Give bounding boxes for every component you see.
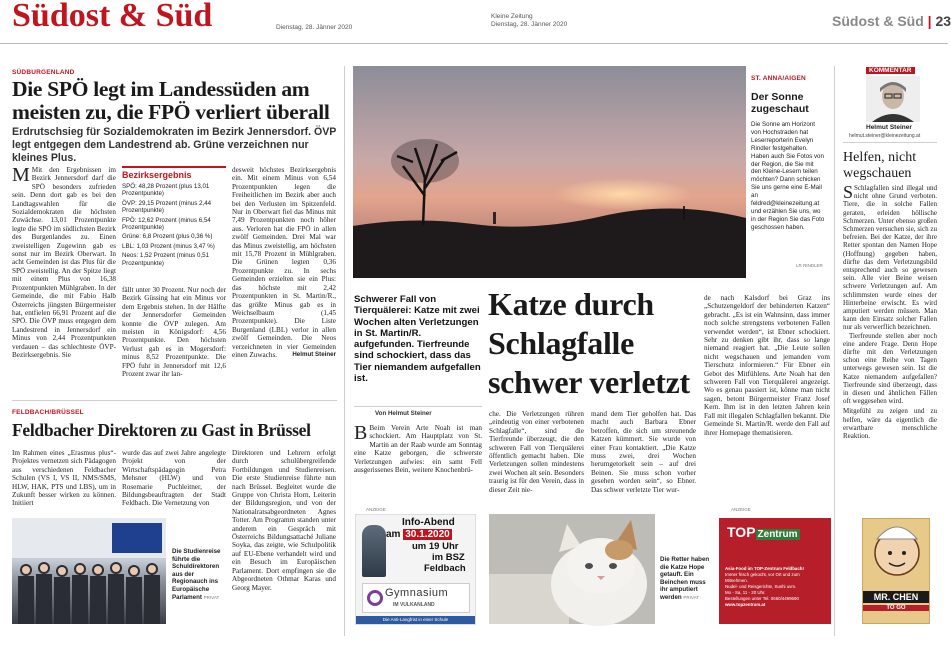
credit-cat: PRIVAT [683, 594, 699, 600]
headline-spoe: Die SPÖ legt im Landessüden am meisten zu, die FPÖ verliert überall [12, 77, 330, 124]
section-title: Südost & Süd [12, 0, 213, 34]
dropcap-s: S [843, 182, 854, 202]
result-line: ÖVP: 29,15 Prozent (minus 2,44 Prozentpunkte) [122, 199, 212, 215]
author-portrait [866, 76, 920, 122]
ad-top-line2: Immer frisch gekocht, vor Ort und zum Mitnehmen. [725, 572, 800, 583]
result-line: Grüne: 6,8 Prozent (plus 0,36 %) [122, 233, 213, 241]
header-date-center: Dienstag, 28. Jänner 2020 [491, 21, 568, 28]
caption-cat [660, 556, 710, 602]
header-section-right-label: Südost & Süd [832, 13, 924, 29]
kommentar-author: Helmut Steiner [866, 124, 912, 131]
author-katze: Von Helmut Steiner [375, 410, 432, 417]
headline-katze: Katze durch Schlagfalle schwer verletzt [488, 286, 690, 400]
spoe-col3 [232, 166, 336, 396]
ad-top-line6: www.topzentrum.at [725, 602, 766, 607]
rule-kommentar [843, 142, 937, 143]
rule-vertical-2 [834, 66, 835, 636]
rule-spoe-bottom [12, 400, 337, 401]
credit-sonne: LR RINDLER [796, 263, 823, 268]
ad-gym-date-prefix: am [386, 529, 401, 540]
ad-top-text [725, 566, 805, 608]
text-sonne: Die Sonne am Horizont von Hochstraden hat Leserreporterin Evelyn Rindler festgehalten. Haben auch Sie Fotos von der Region, die Sie mit den Kleine-Lesern teilen möchten? Dann schicken Sie uns gerne eine E-Mail an feldred@kleinezeitung.at und erzählen Sie uns, wo in der Region Sie das Foto geschossen haben. [751, 121, 825, 231]
label-anzeige-top: ANZEIGE [731, 507, 751, 512]
ad-chen-togo: TO GO [863, 605, 929, 611]
photo-bruessel [12, 518, 166, 624]
group-people-illustration [12, 518, 166, 624]
bruessel-col3: Direktoren und Lehrern erfolgt durch schulübergreifende Fortbildungen und Studienreisen. Die erste Studienreise führte nun nach Brüssel. Begleitet wurde die Gruppe von Christa Horn, Leiterin der Bildungsregion, und von der Nationalratsabgeordneten Agnes Totter. Am Programm standen unter anderem ein Gespräch mit Österreichs Bildungsattaché Juliane Soyka, das zeigte, wie Schulpolitik auf EU-Ebene verhandelt wird und ein Besuch im Europäischen Parlament. Dort empfingen sie die Abgeordneten Othmar Karas und Georg Mayer. [232, 449, 336, 592]
credit-bruessel: PRIVAT [203, 594, 220, 600]
katze-col4: de nach Kalsdorf bei Graz ins „Schutzengeldorf der behinderten Katzen“ gebracht. „Es ist ein Wahnsinn, dass immer noch solche strengstens verbotenen Fallen verwendet werden“, ist Ebner schockiert. Sehr zu denken gibt ihr, dass so lange niemand reagiert hat. „Die Leute sollen nicht wegschauen und jemanden vom Tierschutz informieren.“ Für Ebner ein Gebot des Mitfühlens. Arte Noah hat den schweren Fall von Tierquälerei angezeigt. Wo es genau passiert ist, könne man nicht sagen, betont Bürgermeister Franz Josef Kern. Ihm ist in den letzten Jahren kein Fall mit illegalen Schlagfallen bekannt. Die Gemeinde St. Martin/R. werde den Fall auf ihrer Homepage thematisieren. [704, 294, 830, 437]
headline-sonne: Der Sonne zugeschaut [751, 91, 809, 115]
deck-spoe: Erdrutschsieg für Sozialdemokraten im Bezirk Jennersdorf. ÖVP legt entgegen dem Landestrend ab. Grüne verzeichnen nur kleines Plus. [12, 126, 337, 164]
ad-top-brand: TOP [727, 524, 756, 540]
results-box-title: Bezirksergebnis [122, 170, 192, 180]
ad-chen-name: MR. CHEN [863, 591, 929, 603]
chef-icon [863, 519, 931, 589]
result-line: FPÖ: 12,62 Prozent (minus 6,54 Prozentpunkte) [122, 216, 211, 232]
katze-col1-text: Beim Verein Arte Noah ist man schockiert. Am Hauptplatz von St. Martin an der Raab wurde am Sonntag eine Katze geborgen, die schwerste Verletzungen aufwies: ein samt Fell ausgerissenes Bein, weitere Knochenbrü- [354, 424, 482, 475]
kicker-st-anna: ST. ANNA/AIGEN [751, 75, 806, 82]
ad-gym-logo: Gymnasium [385, 587, 449, 599]
ad-chen-badge [862, 518, 930, 624]
kommentar-p3: Mitgefühl zu zeigen und zu helfen, wäre da eigentlich die erwartbare menschliche Reaktion. [843, 407, 937, 441]
ad-top-brand-row [727, 524, 800, 542]
bruessel-col1: Im Rahmen eines „Erasmus plus“-Projektes vernetzen sich Pädagogen aus verschiedenen Feldbacher Schulen (VS I, VS II, NMS/SMS, HLW, HAK, PTS und LBS), um in Zukunft besser wirken zu können. Initiiert [12, 449, 116, 508]
dropcap-m: M [12, 164, 30, 186]
kicker-suedburgenland: SÜDBURGENLAND [12, 69, 75, 76]
ad-gym-date-row [386, 529, 452, 540]
spoe-col3-text: desweit höchstes Bezirksergebnis ein. Mit einem Minus von 6,54 Prozentpunkten legen die Freiheitlichen im Bezirk aber auch bei den Verlusten im Spitzenfeld. Nur in Oberwart fiel das Minus mit 7,49 Prozentpunkten noch höher aus. Verloren hat die FPÖ in allen zwölf Gemeinden. Drei Mal war das Minus zweistellig, am höchsten mit 15,78 Prozent in Mühlgraben. Die Grünen legten 0,36 Prozentpunkte zu. In sechs Gemeinden erzielten sie ein Plus: das höchste mit 2,42 Prozentpunkten in St. Martin/R., das größte Minus gab es in Weichselbaum (1,45 Prozentpunkte). Die Liste Burgenland (LBL) verlor in allen zwölf Gemeinden. Die Neos verzeichneten in vier Gemeinden einen Zuwachs. [232, 166, 336, 359]
result-line: LBL: 1,03 Prozent (minus 3,47 %) [122, 242, 215, 250]
results-box-lines [122, 183, 226, 267]
caption-cat-text: Die Retter haben die Katze Hope getauft. Ein Beinchen muss ihr amputiert werden [660, 556, 710, 601]
katze-col3: mand dem Tier geholfen hat. Das macht auch Barbara Ebner betroffen, die sich um streunende Katzen kümmert. Sie wurde von einer Frau kontaktiert. „Die Katze muss zwei, drei Wochen herumgetorkelt sein – auf drei Beinen. Sie muss schon vorher gesehen worden sein“, so Ebner. Das schwer verletzte Tier wur- [591, 410, 696, 494]
kommentar-text [843, 184, 937, 504]
katze-col2: che. Die Verletzungen rühren „eindeutig von einer verbotenen Schlagfalle“, sind die Tierfreunde überzeugt, die den schweren Fall von Tierquälerei öffentlich gemacht haben. Die Verletzungen sollen mindestens zwei Wochen alt sein. Besonders traurig ist für den Verein, dass in dieser Zeit nie- [489, 410, 584, 494]
rule-vertical-1 [344, 66, 345, 636]
ad-top-line1: Asia-Food im TOP-Zentrum Feldbach! [725, 566, 804, 571]
results-box [122, 166, 226, 278]
ad-top-line4: Mo - Sa, 11 - 20 Uhr. [725, 590, 766, 595]
ad-top-zentrum[interactable] [719, 518, 831, 624]
header-divider: | [923, 13, 936, 29]
ad-top-brand2: Zentrum [757, 529, 798, 540]
photo-cat [489, 514, 655, 624]
ad-gym-time: um 19 Uhr [412, 541, 459, 552]
ad-gym-footer: Die Anti-Langfrist in einer Schule [356, 616, 475, 624]
teaser-katze: Schwerer Fall von Tierquälerei: Katze mit zwei Wochen alten Verletzungen in St. Martin/R. aufgefunden. Tierfreunde sind schockiert, dass das Tier niemandem aufgefallen ist. [354, 294, 481, 385]
ad-gym-place2: Feldbach [424, 563, 466, 574]
photo-sunset [353, 66, 746, 278]
page-number: 23 [935, 13, 951, 29]
result-line: Neos: 1,52 Prozent (minus 0,51 Prozentpunkte) [122, 252, 210, 267]
ad-top-line3: Nudel- und Reisgerichte, Sushi uvm. [725, 584, 797, 589]
cat-illustration [489, 514, 655, 624]
ad-gym-figure [362, 525, 386, 577]
header-section-right [832, 13, 951, 29]
spoe-col1-text: Mit den Ergebnissen im Bezirk Jennersdorf darf die SPÖ besonders zufrieden sein. Denn dort gab es bei den Landtagswahlen für die Sozialdemokraten die höchsten Zuwächse. 13,01 Prozentpunkte legte die SPÖ im südlichsten Bezirk des Burgenlandes zu. Einen zweistelligen Zugewinn gab es sonst nur im Bezirk Oberwart. In acht Gemeinden ist das Plus für die SPÖ zweistellig. An der Spitze liegt mit einem Plus von 16,38 Prozentpunkten Mühlgraben. In der Gemeinde, die mit Fabio Halb Österreichs jüngsten Bürgermeister hat, entfielen 66,91 Prozent auf die SPÖ. Die ÖVP muss entgegen dem Landestrend in Jennersdorf ein Minus von 2,44 Prozentpunkten verdauen – das schlechteste ÖVP-Bezirksergebnis. Sie [12, 166, 117, 359]
kommentar-email: helmut.steiner@kleinezeitung.at [849, 133, 921, 139]
label-anzeige-gym: ANZEIGE [366, 507, 386, 512]
katze-col1 [354, 424, 482, 504]
caption-bruessel [172, 548, 228, 601]
rule-katze-author [354, 406, 482, 407]
spoe-col1 [12, 166, 116, 396]
kommentar-p1-text: Schlagfallen sind illegal und nicht ohne Grund verboten. Tiere, die in solche Fallen geraten, erleiden höllische Schmerzen. Unter ebenso großen Schmerzen versuchen sie, sich zu befreien. Bei der Katze, der ihre Retter spontan den Namen Hope (Hoffnung) gegeben haben, dürfte das dem Verletzungsbild entsprechend auch so gewesen sein. Alle vier Beine weisen schwere Verletzungen auf. Am schlimmsten wurde eines der Hinterbeine erwischt. Es wird amputiert werden müssen. Man kann den Einsatz solcher Fallen nur als verwerflich bezeichnen. [843, 184, 937, 332]
bruessel-col2: wurde das auf zwei Jahre angelegte Projekt von der Wirtschaftspädagogin Petra Mehsner (HLW) und von Rosemarie Puchleitner, der Bildungsbeauftragten der Stadt Feldbach. Die Vernetzung von [122, 449, 226, 508]
kommentar-headline: Helfen, nicht wegschauen [843, 150, 917, 181]
kommentar-p1 [843, 184, 937, 332]
ad-gym-logo-sub: IM VULKANLAND [393, 602, 435, 608]
ad-gym-title: Info-Abend [402, 517, 455, 528]
photo-author [866, 76, 920, 122]
caption-bruessel-text: Die Studienreise führte die Schuldirektoren aus der Regionauch ins Europäische Parlament [172, 548, 221, 601]
headline-bruessel: Feldbacher Direktoren zu Gast in Brüssel [12, 420, 311, 440]
spoe-col2: fällt unter 30 Prozent. Nur noch der Bezirk Güssing hat ein Minus vor dem Ergebnis stehen. In der Hälfte der Jennersdorfer Gemeinden konnte die ÖVP zulegen. Am meisten in Königsdorf: 4,56 Prozentpunkte. Den höchsten Verlust gab es in Mogersdorf: minus 8,52 Prozentpunkte. Die FPÖ fuhr in Jennersdorf mit 12,6 Prozent zwar ihr lan- [122, 286, 226, 379]
header-publication: Kleine Zeitung [491, 13, 533, 20]
header-rule [0, 43, 948, 44]
kicker-feldbach: FELDBACH/BRÜSSEL [12, 409, 84, 416]
dropcap-b: B [354, 422, 368, 444]
ad-gym-place1: im BSZ [432, 552, 465, 563]
ad-gym-logo-box [362, 583, 470, 613]
sunset-illustration [353, 66, 746, 278]
ad-gymnasium[interactable] [355, 514, 476, 625]
author-spoe: Helmut Steiner [292, 350, 336, 358]
header-date-left: Dienstag, 28. Jänner 2020 [276, 24, 353, 31]
kommentar-p2: Tierfreunde stellen aber noch eine andere Frage. Denn Hope dürfte mit den Verletzungen schon eine Reihe von Tagen unterwegs gewesen sein. Ist die Katze niemandem aufgefallen? Tierfreunde sind überzeugt, dass in diesen und ähnlichen Fällen oft weggesehen wird. [843, 331, 937, 406]
kommentar-label: KOMMENTAR [866, 67, 915, 74]
result-line: SPÖ: 48,28 Prozent (plus 13,01 Prozentpunkte) [122, 183, 210, 198]
ad-gym-date: 30.1.2020 [405, 529, 450, 540]
ad-top-line5: Bestellungen unter Tel. 0660/4499690 [725, 596, 799, 601]
gear-icon [367, 590, 383, 606]
